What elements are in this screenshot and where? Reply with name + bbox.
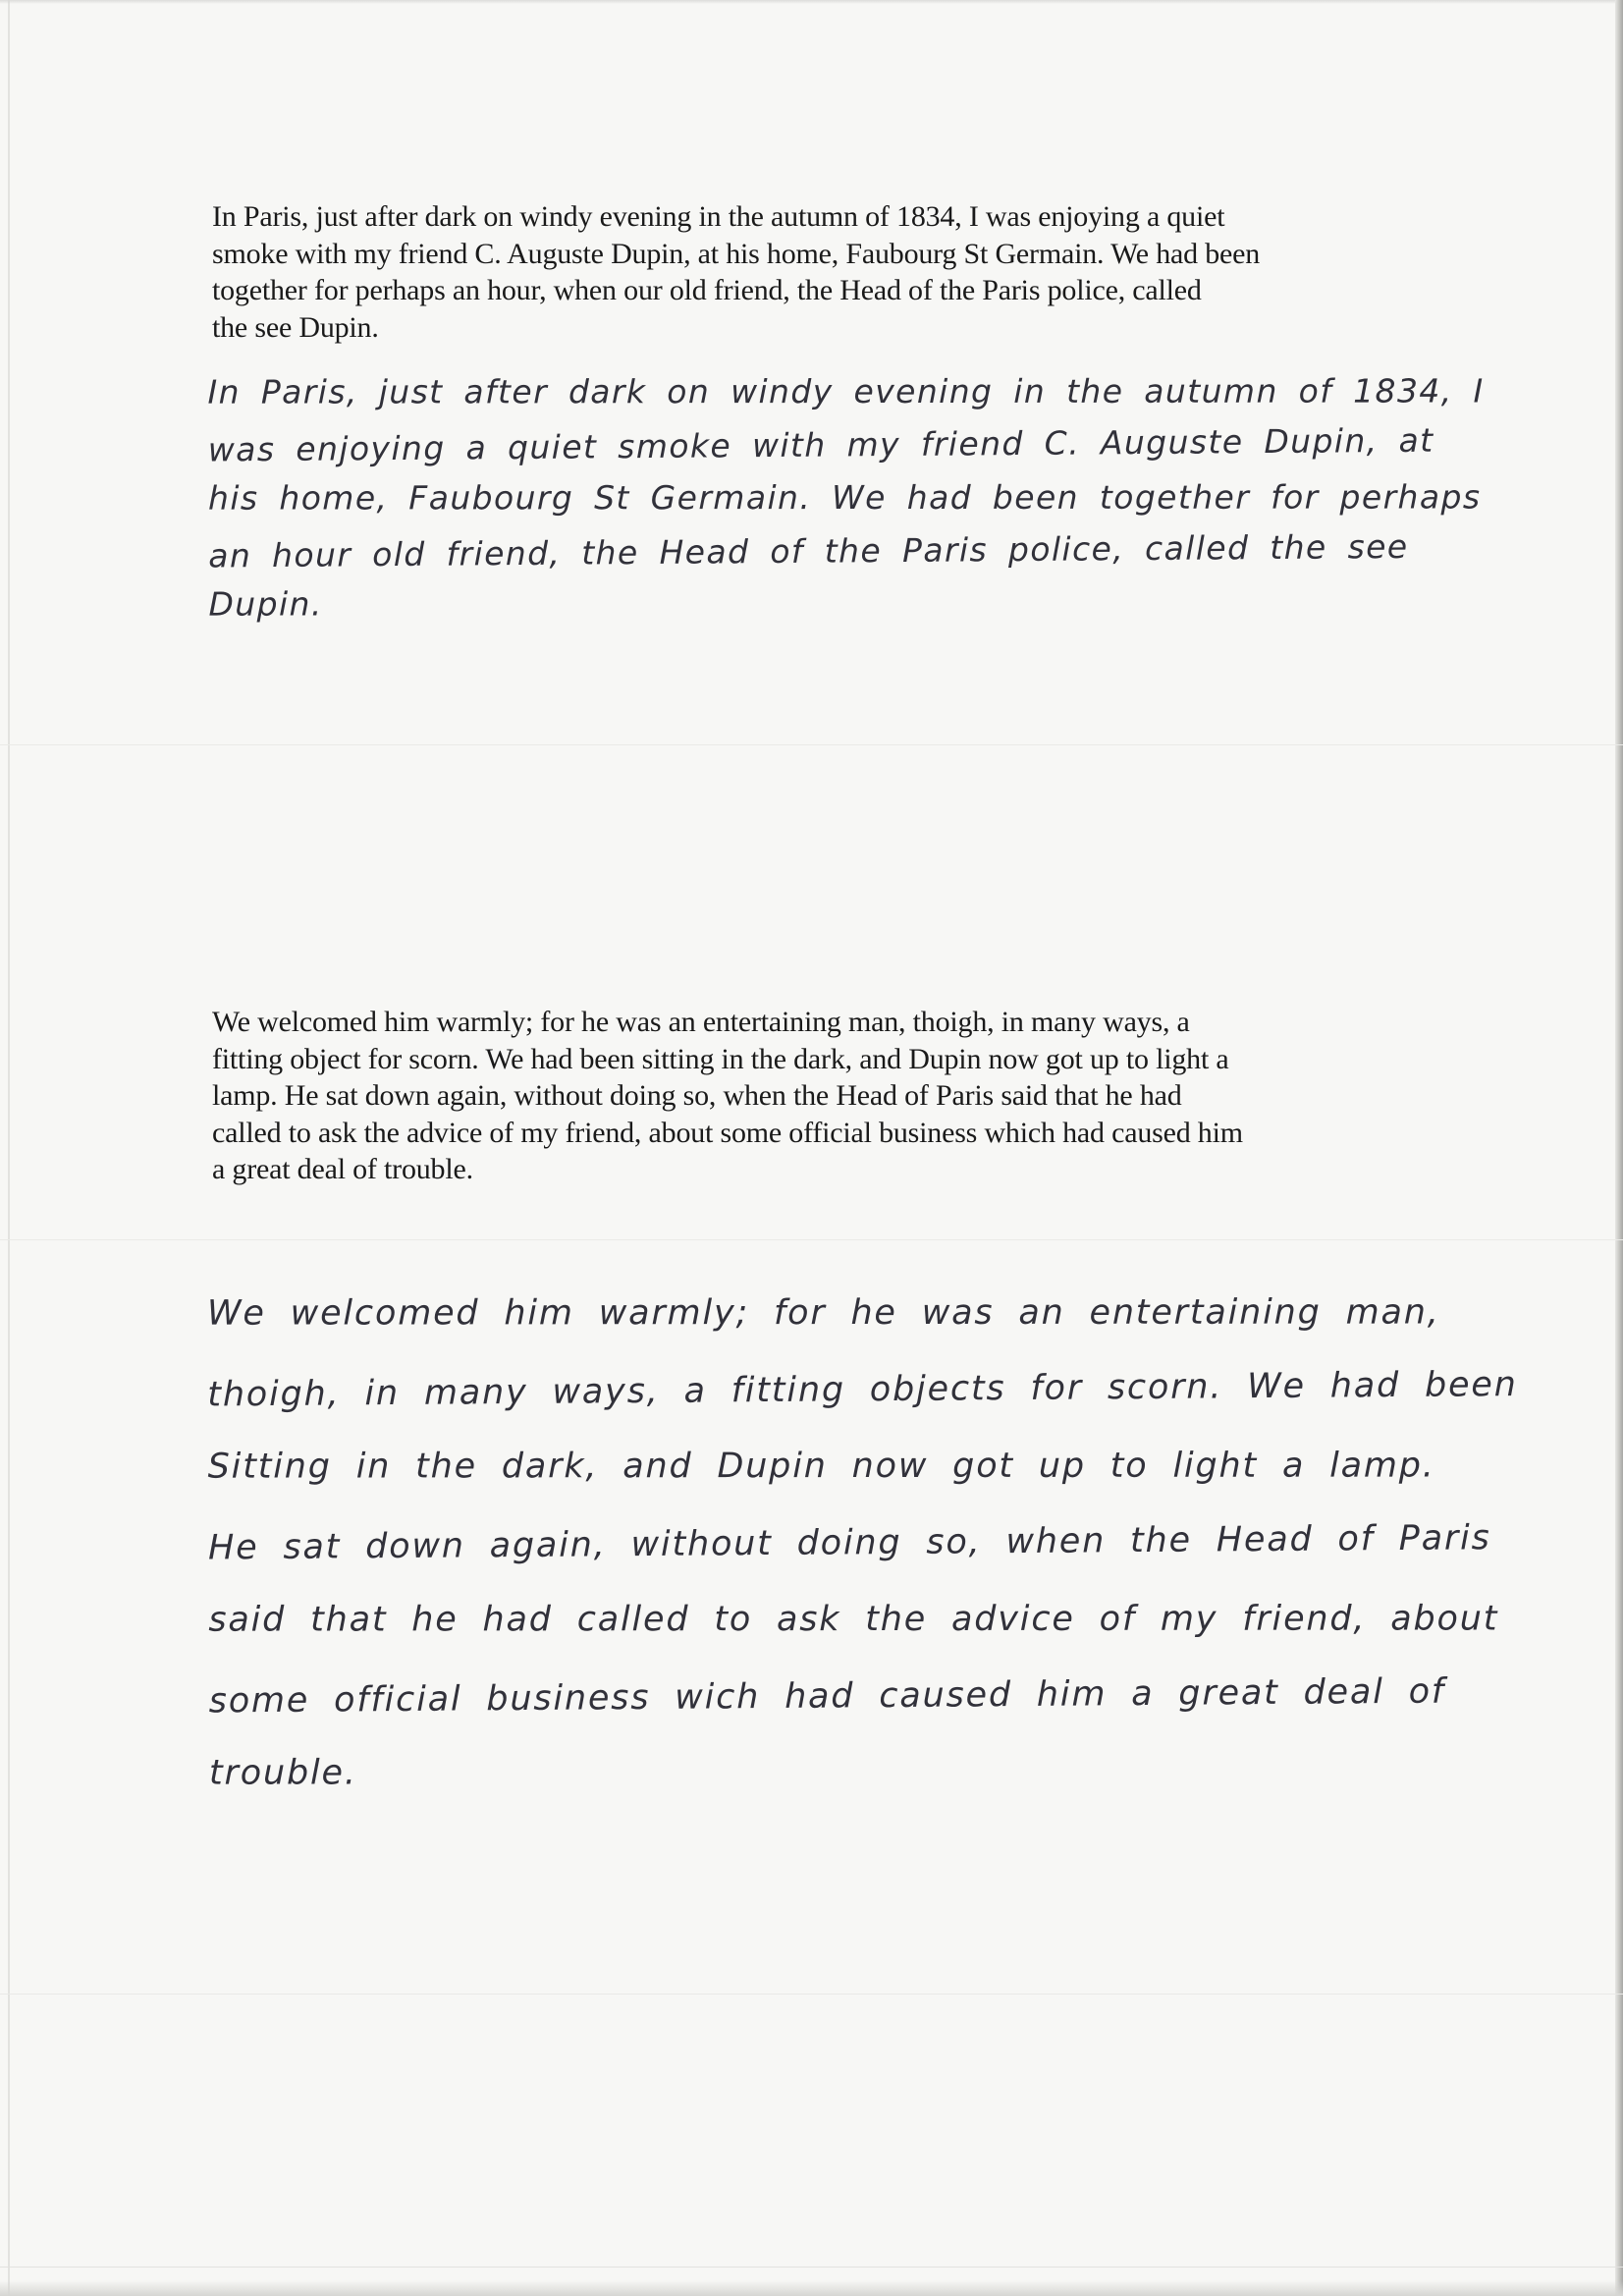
handwritten-text-line: In Paris, just after dark on windy evening in the autumn of 1834, I — [207, 371, 1485, 411]
scan-edge-right — [1615, 0, 1623, 2296]
paper-crease — [0, 744, 1623, 745]
handwritten-text-line: was enjoying a quiet smoke with my friend C. Auguste Dupin, at — [207, 420, 1434, 469]
printed-text-line: a great deal of trouble. — [212, 1153, 473, 1185]
handwritten-text-line: his home, Faubourg St Germain. We had been together for perhaps — [207, 477, 1482, 518]
handwritten-text-line: Dupin. — [208, 584, 323, 624]
printed-text-line: In Paris, just after dark on windy evening in the autumn of 1834, I was enjoying a quiet — [212, 200, 1225, 233]
handwritten-text-line: some official business wich had caused him a great deal of — [208, 1671, 1446, 1722]
paper-crease — [0, 2267, 1623, 2268]
paper-crease — [0, 1994, 1623, 1995]
printed-text-line: smoke with my friend C. Auguste Dupin, at his home, Faubourg St Germain. We had been — [212, 237, 1261, 270]
paper-crease — [0, 1239, 1623, 1240]
printed-text-line: called to ask the advice of my friend, about some official business which had caused him — [212, 1116, 1243, 1149]
scan-edge-top — [0, 0, 1623, 4]
handwritten-copy-1 — [207, 362, 1583, 633]
handwritten-text-line: thoigh, in many ways, a fitting objects for scorn. We had been — [207, 1365, 1518, 1415]
printed-text-line: lamp. He sat down again, without doing so, when the Head of Paris said that he had — [212, 1079, 1182, 1112]
handwritten-text-line: an hour old friend, the Head of the Paris police, called the see — [208, 526, 1409, 575]
handwritten-text-line: trouble. — [209, 1753, 357, 1793]
printed-text-line: the see Dupin. — [212, 310, 379, 344]
handwritten-text-line: Sitting in the dark, and Dupin now got up to light a lamp. — [207, 1446, 1435, 1487]
handwritten-text-line: He sat down again, without doing so, when the Head of Paris — [207, 1518, 1491, 1568]
printed-text-line: together for perhaps an hour, when our old friend, the Head of the Paris police, called — [212, 274, 1202, 306]
printed-text-line: We welcomed him warmly; for he was an entertaining man, thoigh, in many ways, a — [212, 1006, 1190, 1038]
handwritten-text-line: We welcomed him warmly; for he was an entertaining man, — [206, 1292, 1440, 1334]
handwritten-copy-2 — [207, 1272, 1584, 1814]
printed-paragraph-2 — [212, 1004, 1449, 1188]
printed-text-line: fitting object for scorn. We had been sitting in the dark, and Dupin now got up to light a — [212, 1042, 1229, 1075]
scan-edge-bottom — [0, 2280, 1623, 2296]
handwritten-text-line: said that he had called to ask the advice of my friend, about — [208, 1599, 1499, 1640]
printed-paragraph-1 — [212, 198, 1449, 346]
scan-edge-left — [8, 0, 10, 2296]
